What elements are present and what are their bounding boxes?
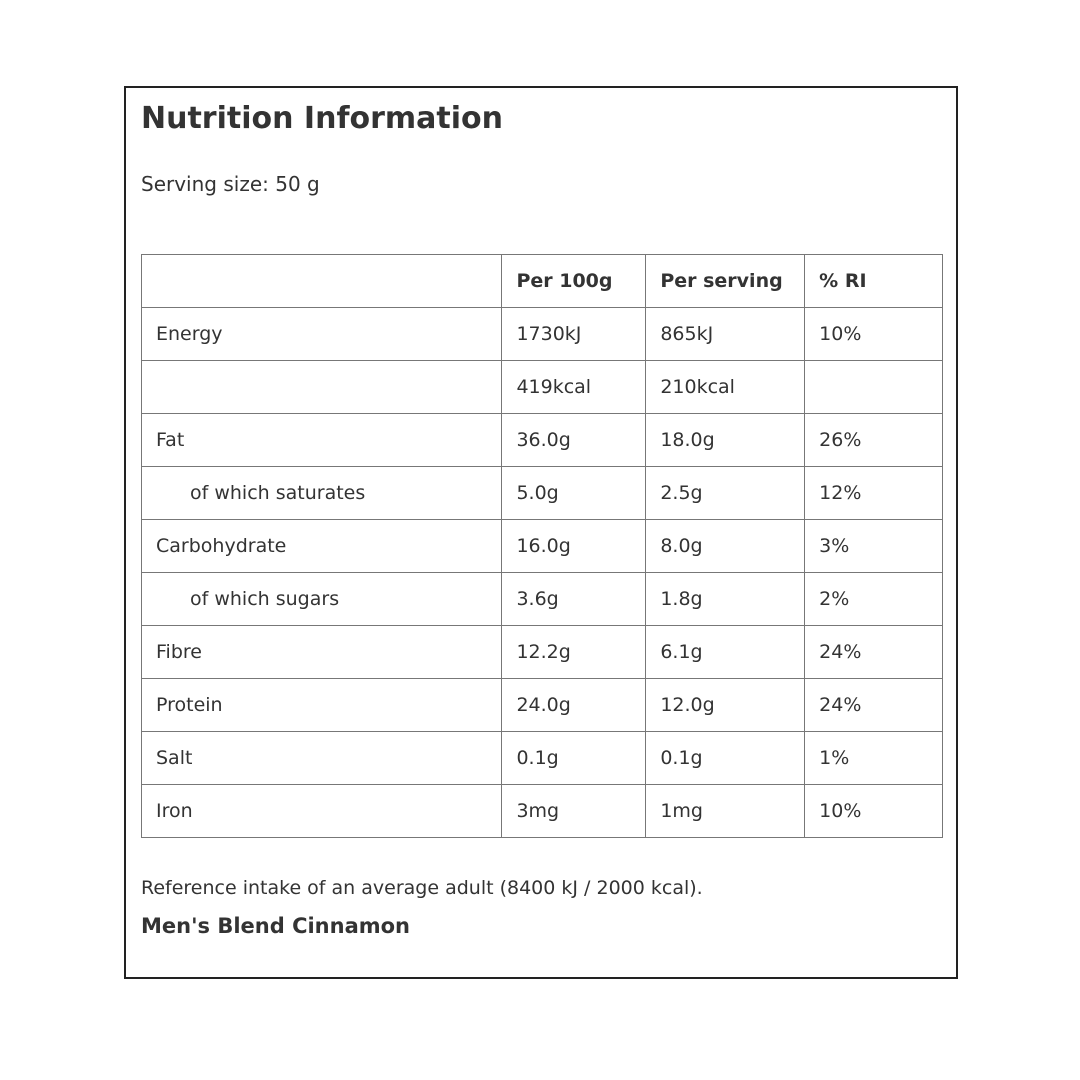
per-serving-value: 865kJ (646, 308, 805, 361)
table-row (142, 626, 943, 679)
per-100g-value: 16.0g (502, 520, 646, 573)
per-serving-value: 12.0g (646, 679, 805, 732)
ri-value: 24% (805, 626, 943, 679)
per-serving-value: 0.1g (646, 732, 805, 785)
ri-value (805, 361, 943, 414)
nutrient-name: Fibre (142, 626, 502, 679)
per-100g-value: 36.0g (502, 414, 646, 467)
header-per-serving: Per serving (646, 255, 805, 308)
table-row (142, 785, 943, 838)
per-serving-value: 1.8g (646, 573, 805, 626)
reference-intake-note: Reference intake of an average adult (8400 kJ / 2000 kcal). (141, 877, 703, 899)
per-100g-value: 5.0g (502, 467, 646, 520)
per-serving-value: 6.1g (646, 626, 805, 679)
per-100g-value: 3mg (502, 785, 646, 838)
table-row (142, 414, 943, 467)
per-100g-value: 3.6g (502, 573, 646, 626)
serving-size: Serving size: 50 g (141, 172, 320, 196)
panel-title: Nutrition Information (141, 101, 503, 136)
header-ri: % RI (805, 255, 943, 308)
per-100g-value: 0.1g (502, 732, 646, 785)
table-row (142, 732, 943, 785)
nutrient-name: of which saturates (142, 467, 502, 520)
per-serving-value: 2.5g (646, 467, 805, 520)
nutrient-name: Fat (142, 414, 502, 467)
per-100g-value: 24.0g (502, 679, 646, 732)
nutrient-name (142, 361, 502, 414)
table-header-row (142, 255, 943, 308)
per-100g-value: 1730kJ (502, 308, 646, 361)
table-row (142, 573, 943, 626)
per-serving-value: 8.0g (646, 520, 805, 573)
nutrient-name: Protein (142, 679, 502, 732)
per-serving-value: 210kcal (646, 361, 805, 414)
ri-value: 2% (805, 573, 943, 626)
ri-value: 10% (805, 785, 943, 838)
per-100g-value: 12.2g (502, 626, 646, 679)
table-row (142, 520, 943, 573)
nutrition-panel (124, 86, 958, 979)
product-name: Men's Blend Cinnamon (141, 914, 411, 938)
ri-value: 26% (805, 414, 943, 467)
table-row (142, 679, 943, 732)
nutrient-name: Salt (142, 732, 502, 785)
nutrition-table (141, 254, 943, 838)
table-row (142, 308, 943, 361)
ri-value: 12% (805, 467, 943, 520)
table-row (142, 467, 943, 520)
nutrient-name: Energy (142, 308, 502, 361)
table-row (142, 361, 943, 414)
per-100g-value: 419kcal (502, 361, 646, 414)
ri-value: 1% (805, 732, 943, 785)
header-per-100g: Per 100g (502, 255, 646, 308)
ri-value: 3% (805, 520, 943, 573)
per-serving-value: 1mg (646, 785, 805, 838)
nutrient-name: Iron (142, 785, 502, 838)
nutrient-name: Carbohydrate (142, 520, 502, 573)
header-nutrient (142, 255, 502, 308)
ri-value: 24% (805, 679, 943, 732)
ri-value: 10% (805, 308, 943, 361)
per-serving-value: 18.0g (646, 414, 805, 467)
nutrient-name: of which sugars (142, 573, 502, 626)
